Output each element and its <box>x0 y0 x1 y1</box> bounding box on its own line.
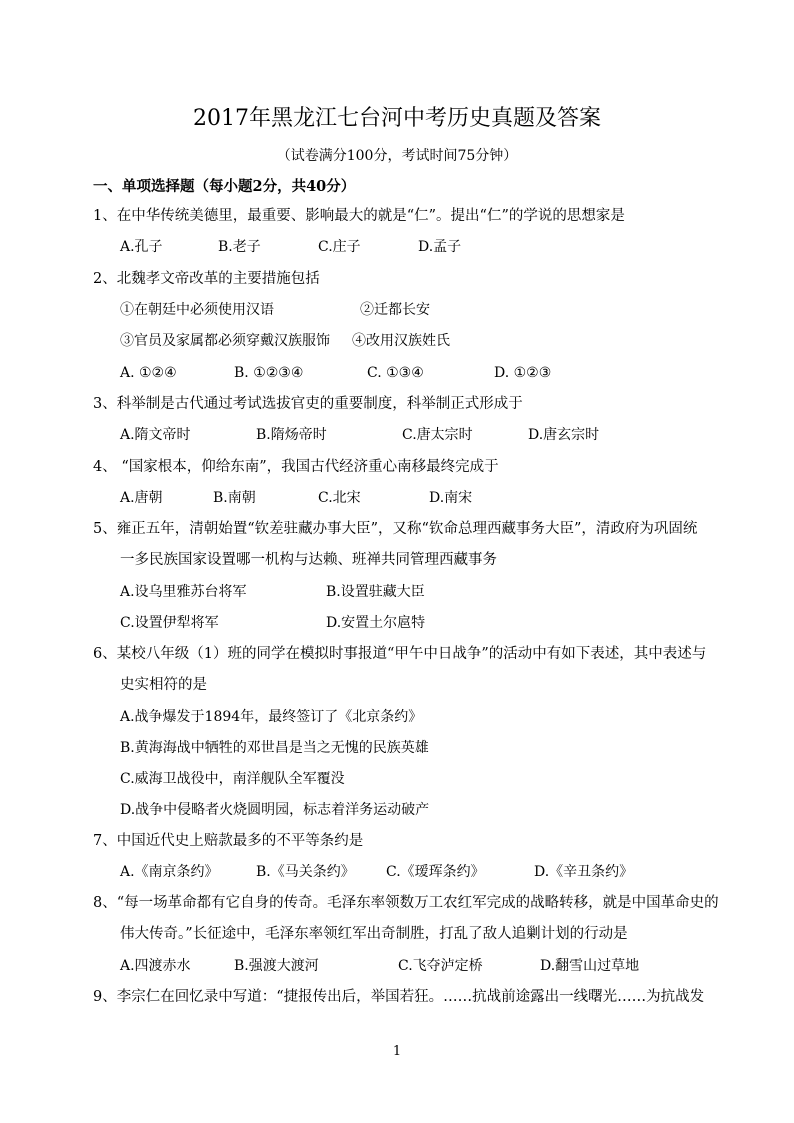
q3-option-c: C.唐太宗时 <box>402 427 473 443</box>
question-8-stem-line-1: 8、“每一场革命都有它自身的传奇。毛泽东率领数万工农红军完成的战略转移，就是中国革命史的 <box>93 895 719 911</box>
q2-item-1: ①在朝廷中必须使用汉语 <box>120 302 274 318</box>
question-2-stem: 2、北魏孝文帝改革的主要措施包括 <box>93 271 320 287</box>
q3-option-d: D.唐玄宗时 <box>528 427 600 443</box>
q7-option-b: B.《马关条约》 <box>256 864 355 880</box>
document-subtitle: （试卷满分100分，考试时间75分钟） <box>276 148 518 164</box>
q2-item-3: ③官员及家属都必须穿戴汉族服饰 <box>120 333 330 349</box>
q8-option-a: A.四渡赤水 <box>120 958 191 974</box>
q3-option-b: B.隋炀帝时 <box>256 427 327 443</box>
question-5-stem-line-1: 5、雍正五年，清朝始置“钦差驻藏办事大臣”，又称“钦命总理西藏事务大臣”，清政府为巩固统 <box>93 521 698 537</box>
q5-option-c: C.设置伊犁将军 <box>120 615 219 631</box>
q6-option-d: D.战争中侵略者火烧圆明园，标志着洋务运动破产 <box>120 802 430 818</box>
q7-option-a: A.《南京条约》 <box>120 864 219 880</box>
q8-option-b: B.强渡大渡河 <box>234 958 319 974</box>
question-9-stem-line-1: 9、李宗仁在回忆录中写道：“捷报传出后，举国若狂。……抗战前途露出一线曙光……为抗战发 <box>93 989 705 1005</box>
q5-option-a: A.设乌里雅苏台将军 <box>120 584 247 600</box>
question-5-stem-line-2: 一多民族国家设置哪一机构与达赖、班禅共同管理西藏事务 <box>120 552 497 568</box>
q2-option-c: C. ①③④ <box>367 365 424 381</box>
q6-option-b: B.黄海海战中牺牲的邓世昌是当之无愧的民族英雄 <box>120 740 429 756</box>
question-6-stem-line-2: 史实相符的是 <box>120 677 207 693</box>
q2-item-2: ②迁都长安 <box>360 302 430 318</box>
page-number: 1 <box>392 1044 402 1059</box>
question-7-stem: 7、中国近代史上赔款最多的不平等条约是 <box>93 833 364 849</box>
q7-option-c: C.《瑷珲条约》 <box>386 864 485 880</box>
q2-option-d: D. ①②③ <box>494 365 552 381</box>
document-title: 2017年黑龙江七台河中考历史真题及答案 <box>193 106 601 131</box>
question-3-stem: 3、科举制是古代通过考试选拔官吏的重要制度，科举制正式形成于 <box>93 396 523 412</box>
q1-option-c: C.庄子 <box>318 239 361 255</box>
q4-option-a: A.唐朝 <box>120 490 163 506</box>
question-6-stem-line-1: 6、某校八年级（1）班的同学在模拟时事报道“甲午中日战争”的活动中有如下表述，其中表述与 <box>93 646 707 662</box>
question-4-stem: 4、 “国家根本，仰给东南”，我国古代经济重心南移最终完成于 <box>93 459 499 475</box>
q4-option-d: D.南宋 <box>429 490 473 506</box>
q2-option-a: A. ①②④ <box>120 365 177 381</box>
q5-option-b: B.设置驻藏大臣 <box>326 584 425 600</box>
q2-option-b: B. ①②③④ <box>234 365 304 381</box>
q1-option-d: D.孟子 <box>418 239 462 255</box>
q3-option-a: A.隋文帝时 <box>120 427 191 443</box>
q4-option-b: B.南朝 <box>213 490 256 506</box>
q8-option-c: C.飞夺泸定桥 <box>398 958 483 974</box>
q1-option-b: B.老子 <box>218 239 261 255</box>
q1-option-a: A.孔子 <box>120 239 163 255</box>
q2-item-4: ④改用汉族姓氏 <box>352 333 450 349</box>
q4-option-c: C.北宋 <box>318 490 361 506</box>
question-1-stem: 1、在中华传统美德里，最重要、影响最大的就是“仁”。提出“仁”的学说的思想家是 <box>93 208 625 224</box>
question-8-stem-line-2: 伟大传奇。”长征途中，毛泽东率领红军出奇制胜，打乱了敌人追剿计划的行动是 <box>120 926 628 942</box>
q8-option-d: D.翻雪山过草地 <box>540 958 640 974</box>
q6-option-a: A.战争爆发于1894年，最终签订了《北京条约》 <box>120 709 423 725</box>
section-heading: 一、单项选择题（每小题2分，共40分） <box>93 178 356 195</box>
q5-option-d: D.安置土尔扈特 <box>326 615 426 631</box>
q7-option-d: D.《辛丑条约》 <box>534 864 634 880</box>
q6-option-c: C.威海卫战役中，南洋舰队全军覆没 <box>120 771 345 787</box>
